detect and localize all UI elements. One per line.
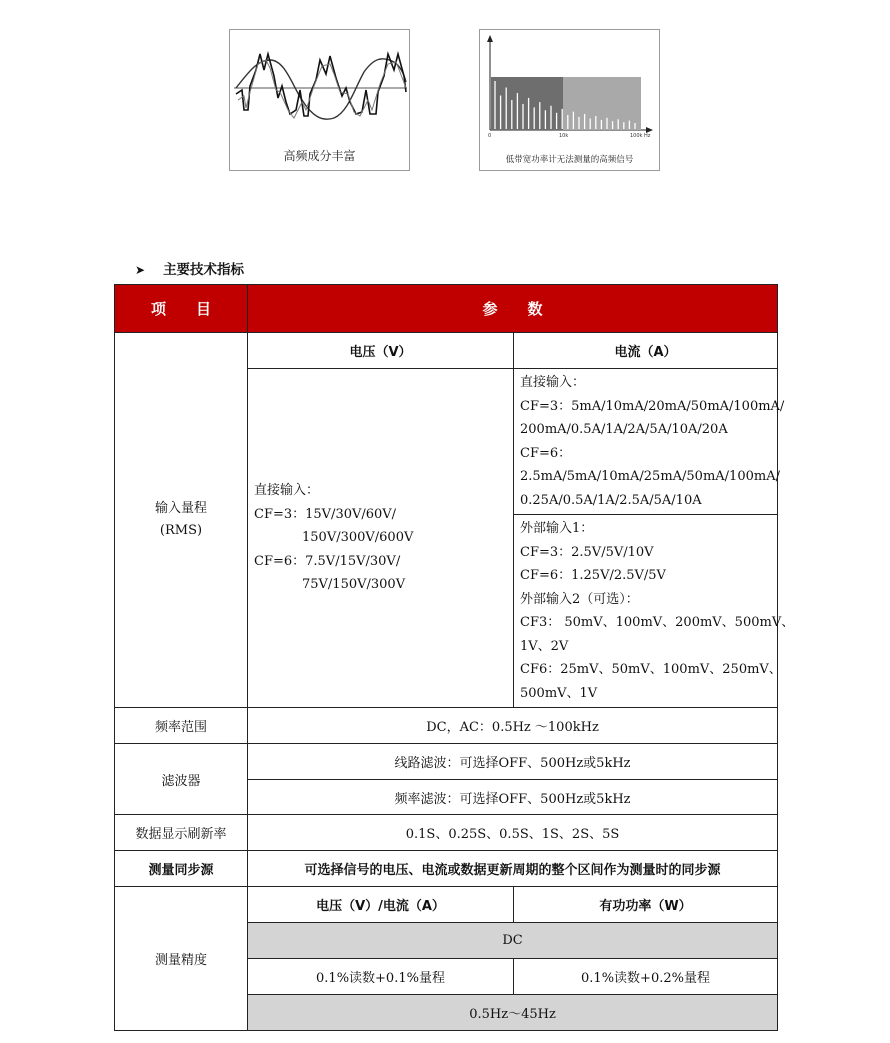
current-head: 电流（A） [514,333,778,369]
external-line: CF=3：2.5V/5V/10V [520,544,654,560]
tick-10k: 10k [559,133,569,139]
table-row [115,815,778,851]
section-title: 主要技术指标 [163,262,245,278]
table-row [115,708,778,744]
spectrum-graphic [480,30,661,172]
table-header-row [115,285,778,333]
current-line: CF=6： [520,445,572,461]
tick-0: 0 [488,133,492,139]
voltage-line: 75V/150V/300V [302,577,406,593]
accuracy-col2: 有功功率（W） [514,887,778,923]
freq-filter-value: 频率滤波：可选择OFF、500Hz或5kHz [248,780,778,815]
current-external-cell [514,515,795,708]
accuracy-dc-band: DC [248,923,778,959]
tick-100k: 100k Hz [630,133,651,139]
current-direct-cell [514,369,785,515]
filter-label: 滤波器 [115,744,248,815]
current-line: 2.5mA/5mA/10mA/25mA/50mA/100mA/ [520,469,780,484]
external-line: 1V、2V [520,638,569,654]
table-row [115,744,778,780]
arrow-bullet-icon: ➤ [135,263,146,277]
accuracy-dc-w: 0.1%读数+0.2%量程 [514,959,778,995]
sync-label: 测量同步源 [115,851,248,887]
accuracy-label: 测量精度 [115,887,248,1031]
current-line: CF=3：5mA/10mA/20mA/50mA/100mA/ [520,398,785,414]
range-label-sub: (RMS) [159,523,203,538]
waveform-caption: 高频成分丰富 [283,149,356,163]
spec-table [114,284,795,1031]
table-row [115,851,778,887]
voltage-line: CF=3：15V/30V/60V/ [254,506,397,522]
spectrum-figure [479,29,660,171]
voltage-line: 150V/300V/600V [302,530,414,546]
voltage-range-cell [248,369,514,708]
sync-value: 可选择信号的电压、电流或数据更新周期的整个区间作为测量时的同步源 [248,851,778,887]
table-row [115,887,778,923]
accuracy-band: 0.5Hz～45Hz [248,995,778,1031]
external-line: CF=6：1.25V/2.5V/5V [520,568,666,583]
voltage-head: 电压（V） [248,333,514,369]
external-line: 外部输入2（可选）： [520,591,639,607]
line-filter-value: 线路滤波：可选择OFF、500Hz或5kHz [248,744,778,780]
range-label: 输入量程 [154,501,207,516]
table-row [115,333,778,369]
waveform-figure [229,29,410,171]
section-heading [135,258,244,278]
voltage-line: 直接输入： [254,483,320,499]
refresh-label: 数据显示刷新率 [115,815,248,851]
freq-label: 频率范围 [115,708,248,744]
current-line: 直接输入： [520,375,586,390]
freq-value: DC，AC：0.5Hz ～100kHz [248,708,778,744]
spectrum-caption: 低带宽功率计无法测量的高频信号 [505,155,634,165]
external-line: CF6：25mV、50mV、100mV、250mV、 [520,662,782,677]
header-item: 项 目 [115,285,248,333]
accuracy-dc-vi: 0.1%读数+0.1%量程 [248,959,514,995]
voltage-line: CF=6：7.5V/15V/30V/ [254,553,401,569]
external-line: 外部输入1： [520,521,594,536]
current-line: 0.25A/0.5A/1A/2.5A/5A/10A [520,492,702,508]
external-line: 500mV、1V [520,685,598,701]
external-line: CF3： 50mV、100mV、200mV、500mV、 [520,615,795,630]
range-label-cell [115,333,248,708]
current-line: 200mA/0.5A/1A/2A/5A/10A/20A [520,422,728,437]
header-param: 参 数 [248,285,778,333]
refresh-value: 0.1S、0.25S、0.5S、1S、2S、5S [248,815,778,851]
accuracy-col1: 电压（V）/电流（A） [248,887,514,923]
